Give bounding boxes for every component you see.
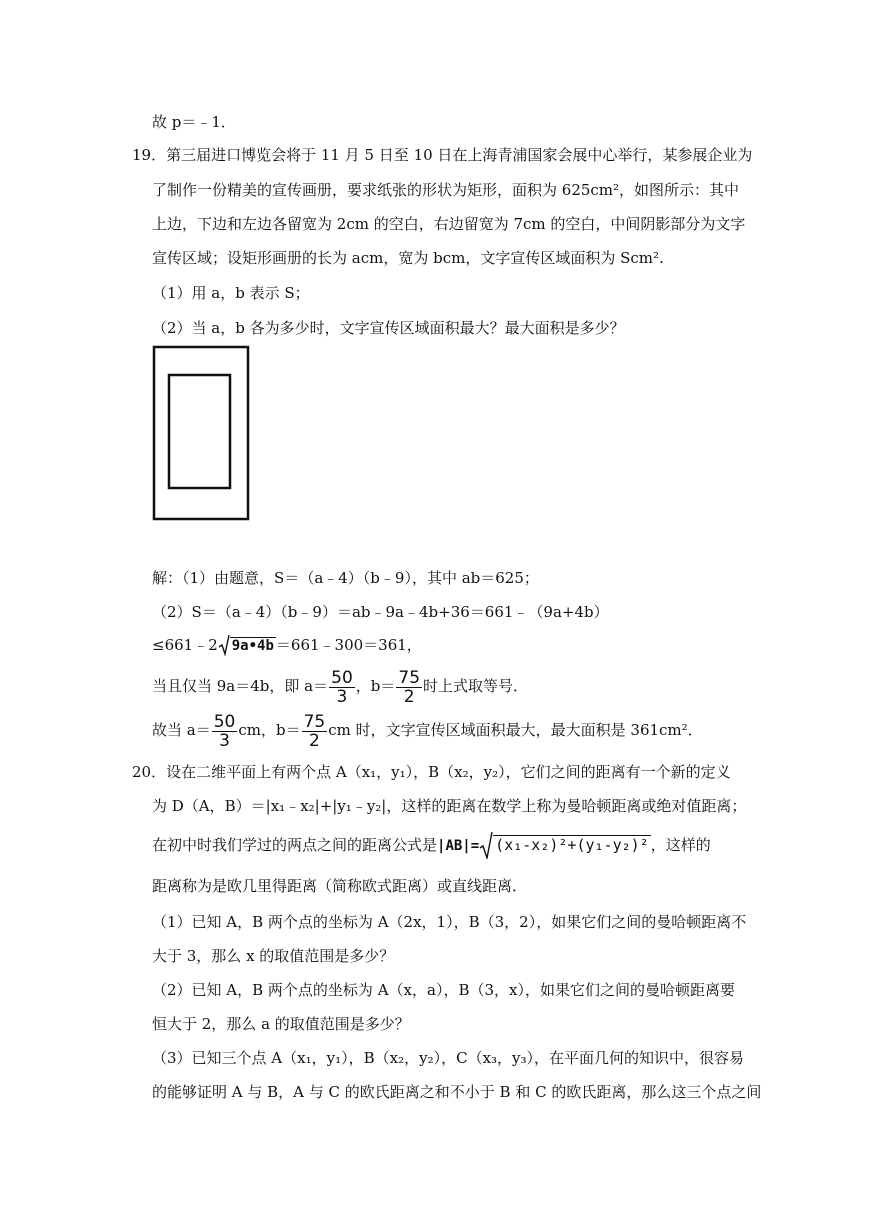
- q20-part-3-line-2: 的能够证明 A 与 B，A 与 C 的欧氏距离之和不小于 B 和 C 的欧氏距离，那么这三个点之间: [152, 1083, 762, 1101]
- q19-part-1: （1）用 a，b 表示 S；: [152, 284, 310, 302]
- q19-sol5-mid: cm，b＝: [238, 721, 301, 739]
- q19-solution-3: [152, 634, 422, 656]
- fraction-b-denominator: 2: [403, 686, 415, 707]
- q19-solution-4: [152, 664, 528, 708]
- q19-sol3-post: ＝661﹣300＝361，: [275, 636, 422, 654]
- q20-stem-line-3: [152, 830, 711, 861]
- q19-sol4-mid: ，b＝: [355, 677, 396, 695]
- brochure-figure: [150, 343, 254, 523]
- q20-stem-line-4: 距离称为是欧几里得距离（简称欧式距离）或直线距离．: [152, 877, 528, 895]
- q20-part-1-line-2: 大于 3，那么 x 的取值范围是多少？: [152, 947, 395, 965]
- q20-stem3-pre: 在初中时我们学过的两点之间的距离公式是: [152, 836, 438, 854]
- q20-part-3-line-1: （3）已知三个点 A（x₁，y₁），B（x₂，y₂），C（x₃，y₃），在平面几何的知识中，很容易: [152, 1049, 745, 1067]
- q20-stem-line-2: 为 D（A，B）＝|x₁﹣x₂|+|y₁﹣y₂|，这样的距离在数学上称为曼哈顿距离或绝对值距离；: [152, 797, 747, 815]
- q20-number: 20．: [132, 763, 167, 781]
- fraction-b: [396, 669, 422, 706]
- q19-sol4-post: 时上式取等号．: [423, 677, 529, 695]
- distance-formula-lhs: |AB|=: [437, 838, 480, 854]
- q20-stem3-post: ，这样的: [650, 836, 711, 854]
- fraction-a-denominator: 3: [336, 686, 348, 707]
- q19-stem-line-3: 上边，下边和左边各留宽为 2cm 的空白，右边留宽为 7cm 的空白，中间阴影部分为文字: [152, 215, 746, 233]
- q19-stem-line-2: 了制作一份精美的宣传画册，要求纸张的形状为矩形，面积为 625cm²，如图所示：其中: [152, 181, 740, 199]
- q19-sol3-pre: ≤661﹣2: [152, 636, 218, 654]
- fraction-b2-denominator: 2: [309, 730, 320, 751]
- q19-number: 19．: [132, 146, 167, 164]
- fraction-b-numerator: 75: [398, 667, 421, 688]
- fraction-a-numerator: 50: [331, 667, 353, 688]
- formula-radical-sign: [479, 831, 493, 859]
- q20-stem-text-1: 设在二维平面上有两个点 A（x₁，y₁），B（x₂，y₂），它们之间的距离有一个新的定义: [166, 763, 731, 781]
- q20-part-2-line-2: 恒大于 2，那么 a 的取值范围是多少？: [152, 1015, 410, 1033]
- q19-solution-2: （2）S＝（a﹣4）（b﹣9）＝ab﹣9a﹣4b+36＝661﹣（9a+4b）: [152, 603, 609, 621]
- q19-sol4-pre: 当且仅当 9a＝4b，即 a＝: [152, 677, 329, 695]
- fraction-a2-numerator: 50: [213, 711, 236, 732]
- text-area-rect: [169, 375, 230, 488]
- q20-part-1-line-1: （1）已知 A，B 两个点的坐标为 A（2x，1），B（3，2），如果它们之间的曼哈顿距离不: [152, 913, 747, 931]
- q19-part-2: （2）当 a，b 各为多少时，文字宣传区域面积最大？最大面积是多少？: [152, 319, 625, 337]
- q19-stem-line-4: 宣传区域；设矩形画册的长为 acm，宽为 bcm，文字宣传区域面积为 Scm².: [152, 249, 664, 267]
- q19-solution-1: 解：（1）由题意，S＝（a﹣4）（b﹣9），其中 ab＝625；: [152, 569, 539, 587]
- fraction-a: [329, 669, 355, 706]
- q19-stem-text-1: 第三届进口博览会将于 11 月 5 日至 10 日在上海青浦国家会展中心举行，某参展企业为: [166, 146, 753, 164]
- fraction-a2-denominator: 3: [219, 730, 230, 751]
- q19-sol5-pre: 故当 a＝: [152, 721, 211, 739]
- q19-sol3-radicand: 9a•4b: [231, 638, 274, 654]
- q19-solution-5: [152, 708, 703, 752]
- radical-sign: [218, 634, 230, 656]
- q20-part-2-line-1: （2）已知 A，B 两个点的坐标为 A（x，a），B（3，x），如果它们之间的曼哈顿距离要: [152, 981, 735, 999]
- fraction-b-2: [302, 713, 328, 750]
- q18-conclusion: 故 p＝﹣1．: [152, 113, 236, 131]
- q19-stem-line-1: [132, 145, 752, 165]
- fraction-b2-numerator: 75: [303, 711, 326, 732]
- q20-stem-line-1: [132, 762, 731, 782]
- q19-sol5-post: cm 时，文字宣传区域面积最大，最大面积是 361cm²．: [328, 721, 703, 739]
- fraction-a-2: [212, 713, 238, 750]
- distance-formula-radicand: (x₁-x₂)²+(y₁-y₂)²: [495, 836, 649, 854]
